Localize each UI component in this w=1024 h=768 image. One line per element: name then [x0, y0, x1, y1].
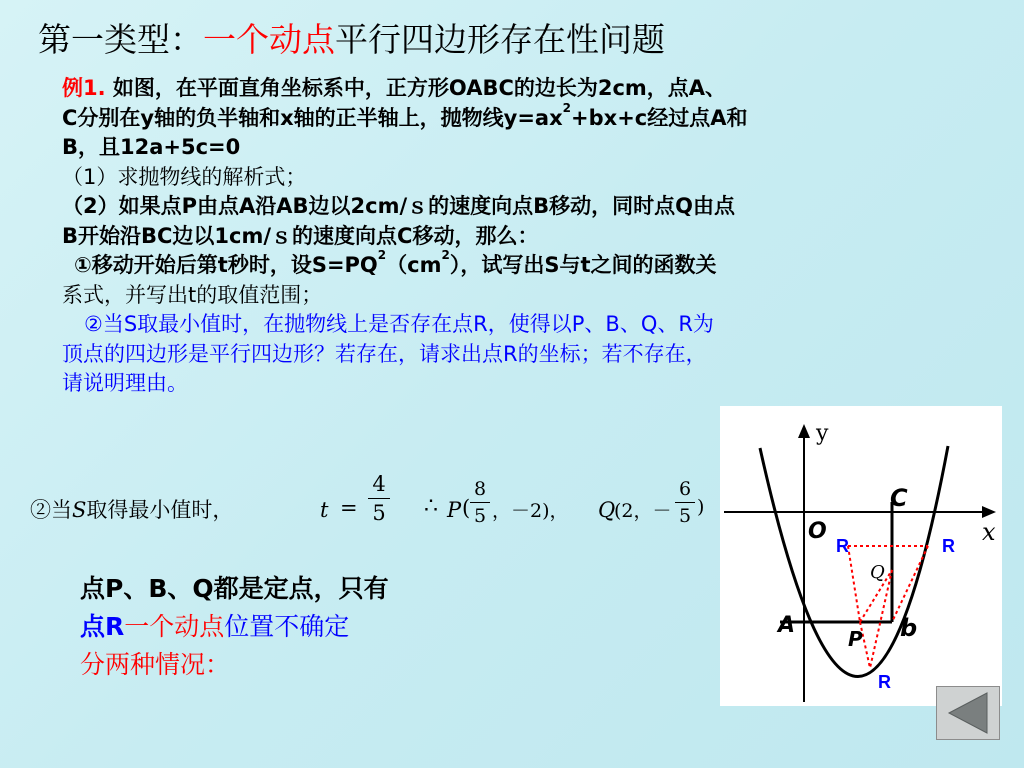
problem-text: +bx+c经过点A和 [571, 105, 748, 130]
formula-text: (2，－ [614, 500, 672, 522]
exponent: 2 [562, 100, 572, 115]
play-back-icon [937, 687, 999, 739]
label-o: O [808, 519, 827, 544]
y-axis-arrow [798, 424, 810, 438]
formula-var-q: Q [598, 498, 616, 522]
question-2-cont: B开始沿BC边以1cm/ｓ的速度向点C移动，那么： [62, 223, 539, 248]
formula-paren: ( [462, 496, 471, 520]
sub-question-2-cont: 顶点的四边形是平行四边形？若存在，请求出点R的坐标；若不存在， [62, 341, 707, 366]
note-highlight: 一个动点 [124, 612, 225, 641]
label-a: A [778, 613, 796, 638]
formula-text: 取得最小值时， [86, 498, 234, 522]
label-r-right: R [942, 536, 955, 556]
note-line-2 [80, 608, 389, 646]
therefore-symbol: ∴ [424, 494, 438, 519]
slide-title [38, 18, 665, 62]
note-text: 位置不确定 [224, 612, 350, 641]
formula-var-t: t [320, 498, 329, 522]
sub-question-2-end: 请说明理由。 [62, 371, 188, 395]
fraction-qy [675, 478, 695, 527]
fraction-bar [675, 502, 695, 503]
sub-question-1-cont: 系式，并写出t的取值范围； [62, 282, 323, 307]
formula-paren: ) [697, 496, 705, 518]
fraction-px [470, 478, 490, 527]
fraction-bar [470, 502, 490, 503]
problem-text: ），试写出S与t之间的函数关 [449, 253, 717, 277]
dashed-r-right [892, 546, 928, 622]
formula-var: S [72, 498, 87, 522]
label-p: P [848, 627, 863, 651]
problem-line-2 [62, 100, 962, 134]
note-line-3: 分两种情况： [80, 650, 231, 679]
fraction-denominator: 5 [372, 501, 386, 525]
label-r-left: R [836, 536, 849, 556]
fraction-denominator: 5 [473, 505, 487, 527]
parabola-diagram [720, 406, 1002, 706]
problem-line-1 [62, 74, 962, 104]
example-label: 例1. [62, 76, 106, 100]
formula-equals: = [340, 496, 358, 520]
fraction-numerator: 8 [473, 478, 487, 500]
problem-text: ①移动开始后第t秒时，设S=PQ [74, 253, 378, 277]
fraction-t [368, 472, 390, 525]
question-2: （2）如果点P由点A沿AB边以2cm/ｓ的速度向点B移动，同时点Q由点 [62, 194, 735, 218]
sub-question-1 [62, 248, 962, 281]
question-1: （1）求抛物线的解析式； [62, 164, 307, 189]
problem-line-3: B，且12a+5c=0 [62, 135, 241, 159]
fraction-denominator: 5 [678, 505, 692, 527]
title-prefix: 第一类型： [38, 20, 203, 59]
exponent: 2 [377, 248, 387, 262]
dashed-r-left [848, 546, 860, 622]
x-axis-arrow [982, 506, 996, 518]
sub-question-2: ②当S取最小值时，在抛物线上是否存在点R，使得以P、B、Q、R为 [84, 312, 714, 336]
note-text: 点R [80, 612, 125, 641]
label-q: Q [870, 562, 885, 583]
diagram-svg [720, 406, 1002, 706]
title-highlight: 一个动点 [203, 20, 335, 59]
fraction-numerator: 4 [372, 472, 386, 496]
solution-formula [30, 472, 710, 552]
formula-lead [30, 494, 233, 524]
formula-text: ，－2)， [492, 500, 569, 522]
label-x: x [982, 518, 996, 546]
problem-statement [62, 74, 962, 399]
fraction-bar [368, 498, 390, 499]
formula-var-p: P [447, 498, 462, 522]
problem-text: C分别在y轴的负半轴和x轴的正半轴上，抛物线y=ax [62, 105, 563, 130]
note-line-1: 点P、B、Q都是定点，只有 [80, 574, 389, 603]
label-c: C [890, 484, 908, 512]
exponent: 2 [441, 248, 450, 262]
label-b: b [900, 614, 918, 642]
analysis-note [80, 570, 389, 684]
label-y: y [816, 421, 829, 446]
label-r-bottom: R [878, 672, 891, 692]
back-button[interactable] [936, 686, 1000, 740]
problem-text: 如图，在平面直角坐标系中，正方形OABC的边长为2cm，点A、 [105, 76, 727, 100]
fraction-numerator: 6 [678, 478, 692, 500]
formula-text: ②当 [30, 498, 72, 522]
problem-text: （cm [386, 253, 442, 277]
title-suffix: 平行四边形存在性问题 [335, 20, 665, 59]
